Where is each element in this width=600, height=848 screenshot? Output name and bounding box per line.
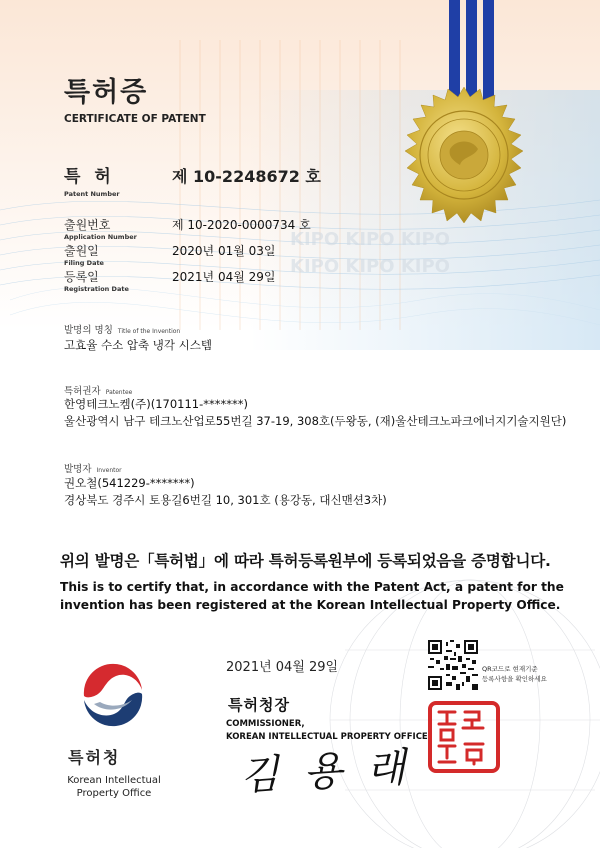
patentee-address: 울산광역시 남구 테크노산업로55번길 37-19, 308호(두왕동, (재)울산테크노파크에너지기술지원단): [64, 414, 567, 428]
svg-text:KIPO KIPO KIPO: KIPO KIPO KIPO: [290, 256, 450, 277]
qr-note: QR코드로 현재기준 등록사항을 확인하세요: [482, 665, 547, 683]
patentee-name: 한영테크노켐(주)(170111-*******): [64, 397, 249, 411]
issue-date: 2021년 04월 29일: [226, 660, 339, 675]
official-seal-stamp: [427, 700, 501, 774]
kipo-name-ko: 특허청: [68, 748, 121, 767]
application-number: 제 10-2020-0000734 호: [172, 218, 311, 232]
filing-date-label: 출원일 Filing Date: [64, 244, 104, 267]
patent-number-label: 특 허 Patent Number: [64, 167, 120, 198]
certificate-title-en: CERTIFICATE OF PATENT: [64, 113, 206, 125]
commissioner-title-en: COMMISSIONER, KOREAN INTELLECTUAL PROPERTY OFFICE: [226, 719, 428, 742]
patent-number: 제 10-2248672 호: [172, 167, 321, 186]
certification-statement-ko: 위의 발명은「특허법」에 따라 특허등록원부에 등록되었음을 증명합니다.: [60, 552, 551, 570]
kipo-name-en: Korean Intellectual Property Office: [67, 775, 161, 799]
certification-statement-en: This is to certify that, in accordance with the Patent Act, a patent for the invention has been registered at the Korean Intellectual Property Office.: [60, 580, 564, 612]
invention-title-label: 발명의 명칭 Title of the Invention: [64, 325, 181, 336]
inventor-label: 발명자 Inventor: [64, 464, 122, 475]
inventor-name: 권오철(541229-*******): [64, 476, 195, 490]
kipo-logo-icon: [78, 660, 148, 730]
commissioner-title-ko: 특허청장: [228, 696, 290, 714]
svg-text:KIPO KIPO KIPO: KIPO KIPO KIPO: [290, 229, 450, 250]
inventor-address: 경상북도 경주시 토용길6번길 10, 301호 (용강동, 대신맨션3차): [64, 493, 387, 507]
registration-date: 2021년 04월 29일: [172, 270, 276, 284]
signature: 김 용 래: [239, 744, 413, 800]
registration-date-label: 등록일 Registration Date: [64, 270, 129, 293]
invention-title: 고효율 수소 압축 냉각 시스템: [64, 338, 212, 352]
filing-date: 2020년 01월 03일: [172, 244, 276, 258]
application-number-label: 출원번호 Application Number: [64, 218, 137, 241]
patentee-label: 특허권자 Patentee: [64, 386, 133, 397]
qr-code-icon[interactable]: [428, 640, 478, 690]
certificate-title: 특허증: [64, 77, 149, 108]
